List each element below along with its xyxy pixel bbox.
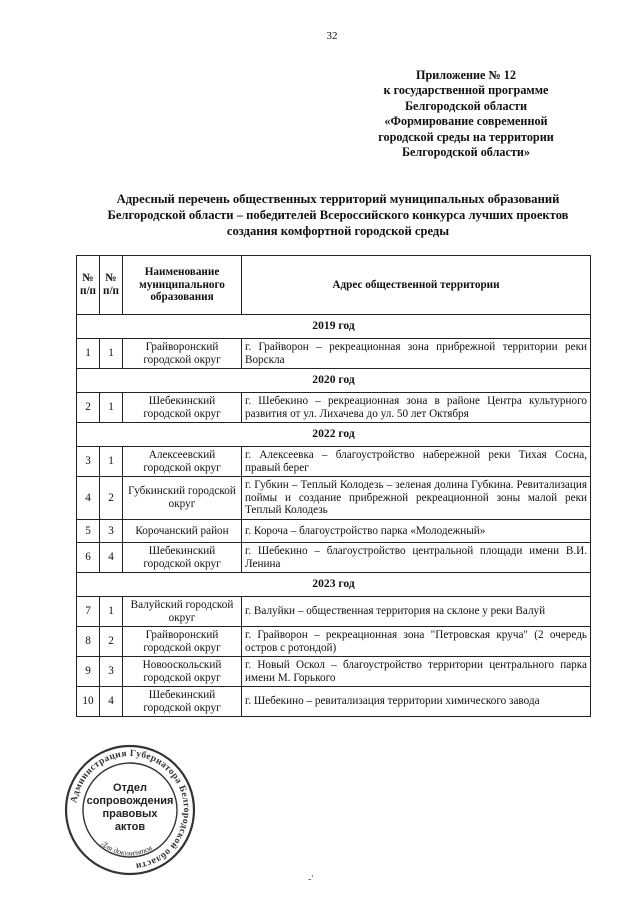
appendix-line: Белгородской области» — [401, 145, 531, 160]
row-address: г. Шебекино – ревитализация территории химического завода — [242, 687, 591, 717]
row-address: г. Грайворон – рекреационная зона прибрежной территории реки Ворскла — [242, 339, 591, 369]
appendix-line: «Формирование современной — [384, 114, 548, 129]
page-number: 32 — [326, 30, 338, 42]
department-stamp — [62, 742, 198, 878]
row-municipality: Корочанский район — [123, 520, 242, 543]
stamp-line: Отдел — [113, 782, 147, 794]
table-header-row — [77, 256, 591, 315]
table-row — [77, 477, 591, 520]
stray-mark: -' — [308, 874, 314, 885]
row-sub-number: 1 — [100, 339, 123, 369]
stamp-line: сопровождения — [86, 795, 174, 807]
table-row — [77, 657, 591, 687]
table-row — [77, 447, 591, 477]
row-sub-number: 3 — [100, 657, 123, 687]
row-sub-number: 1 — [100, 597, 123, 627]
year-label: 2019 год — [77, 315, 591, 339]
year-label: 2020 год — [77, 369, 591, 393]
row-municipality: Шебекинский городской округ — [123, 543, 242, 573]
row-number: 9 — [77, 657, 100, 687]
row-number: 3 — [77, 447, 100, 477]
title-line: Белгородской области – победителей Всероссийского конкурса лучших проектов — [107, 208, 569, 222]
table-row — [77, 543, 591, 573]
row-sub-number: 3 — [100, 520, 123, 543]
stamp-outer-text: Администрация Губернатора Белгородской области — [69, 748, 192, 871]
svg-text:Для документов — [99, 839, 154, 858]
header-address: Адрес общественной территории — [242, 256, 591, 315]
stamp-line: актов — [114, 821, 146, 833]
row-number: 6 — [77, 543, 100, 573]
row-address: г. Короча – благоустройство парка «Молодежный» — [242, 520, 591, 543]
row-sub-number: 1 — [100, 447, 123, 477]
row-sub-number: 2 — [100, 477, 123, 520]
year-row — [77, 573, 591, 597]
row-number: 4 — [77, 477, 100, 520]
year-row — [77, 423, 591, 447]
row-address: г. Грайворон – рекреационная зона "Петровская круча" (2 очередь остров с ротондой) — [242, 627, 591, 657]
row-number: 5 — [77, 520, 100, 543]
appendix-line: городской среды на территории — [378, 129, 554, 144]
row-municipality: Губкинский городской округ — [123, 477, 242, 520]
row-address: г. Новый Оскол – благоустройство территории центрального парка имени М. Горького — [242, 657, 591, 687]
row-sub-number: 1 — [100, 393, 123, 423]
row-municipality: Грайворонский городской округ — [123, 339, 242, 369]
table-row — [77, 687, 591, 717]
row-number: 1 — [77, 339, 100, 369]
table-row — [77, 520, 591, 543]
stamp-inner-text: Для документов — [99, 839, 154, 858]
table-row — [77, 627, 591, 657]
appendix-line: к государственной программе — [383, 83, 549, 98]
row-sub-number: 2 — [100, 627, 123, 657]
row-address: г. Валуйки – общественная территория на склоне у реки Валуй — [242, 597, 591, 627]
table-row — [77, 339, 591, 369]
row-sub-number: 4 — [100, 687, 123, 717]
header-municipality: Наименование муниципального образования — [123, 256, 242, 315]
row-municipality: Алексеевский городской округ — [123, 447, 242, 477]
row-address: г. Шебекино – рекреационная зона в районе Центра культурного развития от ул. Лихачева до ул. 50 лет Октября — [242, 393, 591, 423]
title-line: Адресный перечень общественных территорий муниципальных образований — [116, 192, 560, 206]
row-municipality: Валуйский городской округ — [123, 597, 242, 627]
row-municipality: Шебекинский городской округ — [123, 393, 242, 423]
year-row — [77, 369, 591, 393]
row-number: 7 — [77, 597, 100, 627]
appendix-header — [350, 68, 582, 160]
appendix-line: Белгородской области — [405, 98, 527, 113]
appendix-line: Приложение № 12 — [416, 68, 516, 82]
row-sub-number: 4 — [100, 543, 123, 573]
row-municipality: Шебекинский городской округ — [123, 687, 242, 717]
header-num-1: № п/п — [77, 256, 100, 315]
table-row — [77, 393, 591, 423]
row-number: 8 — [77, 627, 100, 657]
row-address: г. Шебекино – благоустройство центральной площади имени В.И. Ленина — [242, 543, 591, 573]
header-num-2: № п/п — [100, 256, 123, 315]
row-municipality: Новооскольский городской округ — [123, 657, 242, 687]
document-title — [78, 191, 598, 239]
territory-table — [76, 255, 591, 717]
year-label: 2022 год — [77, 423, 591, 447]
row-number: 10 — [77, 687, 100, 717]
stamp-center-text — [84, 782, 176, 834]
row-address: г. Алексеевка – благоустройство набережной реки Тихая Сосна, правый берег — [242, 447, 591, 477]
year-row — [77, 315, 591, 339]
year-label: 2023 год — [77, 573, 591, 597]
title-line: создания комфортной городской среды — [226, 224, 450, 238]
row-address: г. Губкин – Теплый Колодезь – зеленая долина Губкина. Ревитализация поймы и создание прибрежной рекреационной зоны малой реки Теплый Колодезь — [242, 477, 591, 520]
table-row — [77, 597, 591, 627]
row-municipality: Грайворонский городской округ — [123, 627, 242, 657]
row-number: 2 — [77, 393, 100, 423]
stamp-line: правовых — [102, 808, 158, 820]
